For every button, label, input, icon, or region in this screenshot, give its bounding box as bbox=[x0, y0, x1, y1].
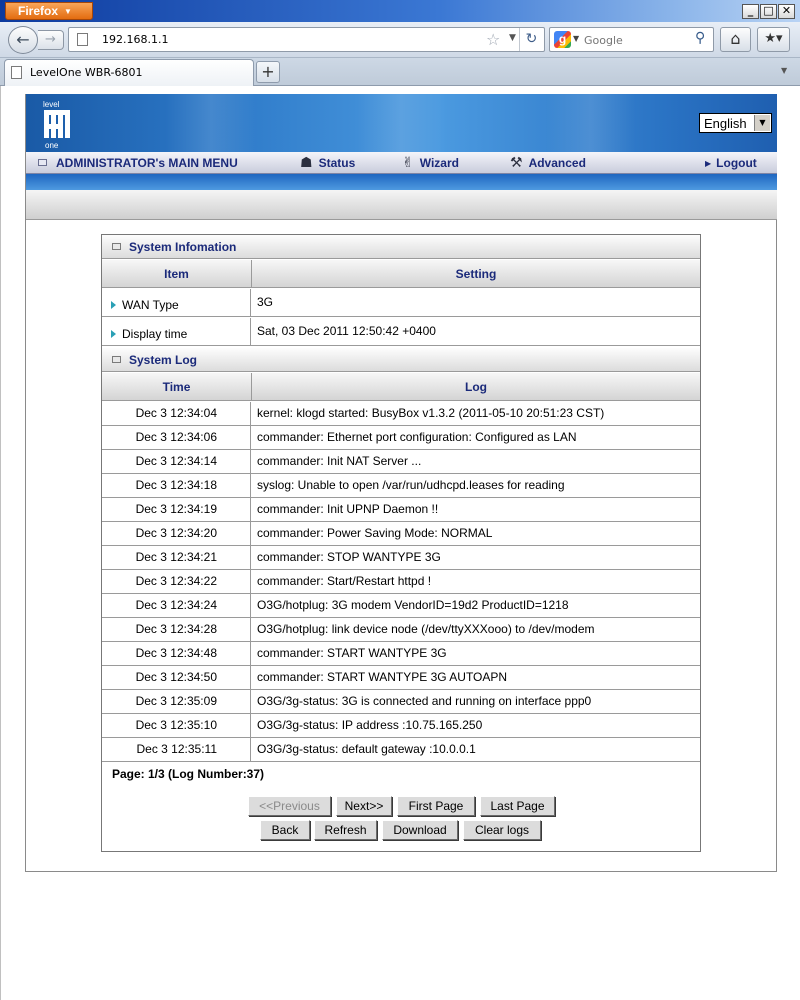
router-page bbox=[25, 94, 777, 872]
log-time: Dec 3 12:35:11 bbox=[102, 738, 251, 761]
chevron-down-icon[interactable]: ▼ bbox=[573, 34, 580, 43]
log-time: Dec 3 12:34:50 bbox=[102, 666, 251, 689]
window-titlebar bbox=[0, 0, 800, 22]
reload-icon: ↻ bbox=[525, 31, 538, 47]
table-row bbox=[102, 546, 700, 570]
page-viewport bbox=[0, 86, 800, 1000]
log-time: Dec 3 12:34:19 bbox=[102, 498, 251, 521]
info-row-display-time bbox=[102, 318, 700, 346]
info-value: 3G bbox=[257, 295, 274, 309]
forward-arrow-icon: → bbox=[45, 32, 56, 47]
status-panel bbox=[101, 234, 701, 852]
info-value: Sat, 03 Dec 2011 12:50:42 +0400 bbox=[257, 324, 436, 338]
log-time: Dec 3 12:34:22 bbox=[102, 570, 251, 593]
navigation-toolbar bbox=[0, 22, 800, 58]
log-message: commander: Start/Restart httpd ! bbox=[257, 574, 432, 588]
banner bbox=[26, 94, 777, 152]
chevron-down-icon[interactable]: ▼ bbox=[754, 115, 770, 131]
chevron-down-icon: ▼ bbox=[64, 7, 72, 16]
log-message: commander: START WANTYPE 3G bbox=[257, 646, 447, 660]
menu-item-label[interactable]: Wizard bbox=[419, 156, 459, 170]
page-info: Page: 1/3 (Log Number:37) bbox=[112, 767, 265, 781]
new-tab-button[interactable] bbox=[256, 61, 280, 83]
banner-stripe bbox=[546, 94, 636, 152]
log-time: Dec 3 12:35:10 bbox=[102, 714, 251, 737]
table-row bbox=[102, 402, 700, 426]
firefox-menu-label: Firefox bbox=[18, 4, 59, 18]
log-message: O3G/3g-status: IP address :10.75.165.250 bbox=[257, 718, 483, 732]
log-time: Dec 3 12:34:28 bbox=[102, 618, 251, 641]
table-row bbox=[102, 714, 700, 738]
levelone-logo-icon bbox=[42, 98, 76, 150]
square-bullet-icon bbox=[112, 356, 121, 363]
col-header-setting: Setting bbox=[252, 260, 700, 288]
minimize-button[interactable]: _ bbox=[742, 4, 759, 19]
table-row bbox=[102, 450, 700, 474]
log-message: O3G/3g-status: 3G is connected and running on interface ppp0 bbox=[257, 694, 592, 708]
log-message: syslog: Unable to open /var/run/udhcpd.leases for reading bbox=[257, 478, 565, 492]
col-header-log: Log bbox=[252, 373, 700, 401]
magnifier-icon[interactable]: ⚲ bbox=[695, 30, 706, 46]
download-button[interactable]: Download bbox=[382, 820, 458, 840]
language-value: English bbox=[704, 116, 747, 131]
square-bullet-icon bbox=[112, 243, 121, 250]
forward-button[interactable] bbox=[38, 30, 64, 50]
log-time: Dec 3 12:35:09 bbox=[102, 690, 251, 713]
menu-item-label[interactable]: Advanced bbox=[528, 156, 586, 170]
back-forward-group bbox=[8, 26, 62, 54]
log-message: commander: Init UPNP Daemon !! bbox=[257, 502, 439, 516]
system-info-header bbox=[102, 235, 700, 259]
table-row bbox=[102, 618, 700, 642]
page-icon bbox=[77, 33, 88, 46]
section-title: System Log bbox=[129, 353, 198, 367]
log-time: Dec 3 12:34:04 bbox=[102, 402, 251, 425]
table-row bbox=[102, 570, 700, 594]
firefox-menu-button[interactable] bbox=[5, 2, 93, 20]
log-message: commander: Power Saving Mode: NORMAL bbox=[257, 526, 493, 540]
log-time: Dec 3 12:34:21 bbox=[102, 546, 251, 569]
log-time: Dec 3 12:34:18 bbox=[102, 474, 251, 497]
main-menu-bar bbox=[26, 152, 777, 174]
table-row bbox=[102, 498, 700, 522]
square-bullet-icon bbox=[38, 159, 47, 166]
tab-title: LevelOne WBR-6801 bbox=[30, 66, 143, 79]
table-row bbox=[102, 690, 700, 714]
first-page-button[interactable]: First Page bbox=[397, 796, 475, 816]
banner-stripe bbox=[166, 94, 256, 152]
search-bar[interactable] bbox=[549, 27, 714, 52]
info-label bbox=[102, 318, 251, 345]
home-button[interactable] bbox=[720, 27, 751, 52]
svg-text:one: one bbox=[45, 141, 59, 150]
log-message: commander: Ethernet port configuration: Configured as LAN bbox=[257, 430, 577, 444]
clear-logs-button[interactable]: Clear logs bbox=[463, 820, 541, 840]
plus-icon: + bbox=[261, 62, 275, 81]
next-button[interactable]: Next>> bbox=[336, 796, 392, 816]
chevron-down-icon[interactable]: ▼ bbox=[509, 33, 516, 43]
log-message: O3G/hotplug: link device node (/dev/ttyXXXooo) to /dev/modem bbox=[257, 622, 595, 636]
url-bar[interactable] bbox=[68, 27, 545, 52]
advanced-icon: ⚒ bbox=[510, 155, 523, 171]
reload-button[interactable] bbox=[519, 28, 543, 51]
table-row bbox=[102, 426, 700, 450]
maximize-button[interactable]: □ bbox=[760, 4, 777, 19]
menu-title bbox=[38, 152, 238, 174]
info-label-text: Display time bbox=[122, 327, 188, 341]
previous-button[interactable]: <<Previous bbox=[248, 796, 331, 816]
log-message: commander: Init NAT Server ... bbox=[257, 454, 422, 468]
col-header-time: Time bbox=[102, 373, 252, 401]
log-time: Dec 3 12:34:20 bbox=[102, 522, 251, 545]
menu-item-label[interactable]: Status bbox=[318, 156, 356, 170]
tab-levelone[interactable] bbox=[4, 59, 254, 86]
info-row-wan-type bbox=[102, 289, 700, 317]
table-row bbox=[102, 522, 700, 546]
log-message: kernel: klogd started: BusyBox v1.3.2 (2011-05-10 20:51:23 CST) bbox=[257, 406, 605, 420]
menu-title-label: ADMINISTRATOR's MAIN MENU bbox=[56, 156, 238, 170]
status-person-icon: ☗ bbox=[300, 155, 313, 171]
menu-item-logout[interactable] bbox=[705, 152, 757, 174]
table-row bbox=[102, 594, 700, 618]
menu-item-status[interactable] bbox=[300, 152, 355, 174]
table-row bbox=[102, 474, 700, 498]
page-icon bbox=[11, 66, 22, 79]
log-time: Dec 3 12:34:48 bbox=[102, 642, 251, 665]
svg-text:level: level bbox=[43, 100, 60, 109]
table-row bbox=[102, 666, 700, 690]
section-title: System Infomation bbox=[129, 240, 237, 254]
banner-stripe bbox=[356, 94, 446, 152]
search-input[interactable] bbox=[584, 32, 689, 48]
triangle-bullet-icon bbox=[111, 330, 116, 338]
log-message: O3G/3g-status: default gateway :10.0.0.1 bbox=[257, 742, 476, 756]
info-label bbox=[102, 289, 251, 316]
system-log-header bbox=[102, 348, 700, 372]
tab-bar bbox=[0, 58, 800, 86]
back-button[interactable] bbox=[8, 26, 38, 54]
table-row bbox=[102, 642, 700, 666]
log-message: O3G/hotplug: 3G modem VendorID=19d2 ProductID=1218 bbox=[257, 598, 569, 612]
triangle-bullet-icon bbox=[111, 301, 116, 309]
close-window-button[interactable]: ✕ bbox=[778, 4, 795, 19]
log-time: Dec 3 12:34:06 bbox=[102, 426, 251, 449]
menu-item-label[interactable]: Logout bbox=[716, 156, 757, 170]
bookmarks-icon: ★▾ bbox=[764, 31, 783, 46]
refresh-button[interactable]: Refresh bbox=[314, 820, 377, 840]
log-time: Dec 3 12:34:24 bbox=[102, 594, 251, 617]
home-icon: ⌂ bbox=[730, 29, 741, 48]
last-page-button[interactable]: Last Page bbox=[480, 796, 555, 816]
bookmarks-button[interactable] bbox=[757, 27, 790, 52]
url-text[interactable]: 192.168.1.1 bbox=[102, 33, 169, 46]
tab-list-chevron-icon[interactable]: ▼ bbox=[781, 66, 788, 75]
log-time: Dec 3 12:34:14 bbox=[102, 450, 251, 473]
wizard-icon: ✌ bbox=[402, 155, 414, 171]
google-icon[interactable]: g bbox=[554, 31, 571, 48]
log-message: commander: STOP WANTYPE 3G bbox=[257, 550, 441, 564]
log-message: commander: START WANTYPE 3G AUTOAPN bbox=[257, 670, 508, 684]
menu-item-advanced[interactable] bbox=[510, 152, 586, 174]
decorative-band bbox=[26, 174, 777, 190]
back-arrow-icon: ← bbox=[16, 30, 30, 49]
info-label-text: WAN Type bbox=[122, 298, 179, 312]
language-select[interactable] bbox=[699, 113, 772, 133]
arrow-right-icon: ▶ bbox=[705, 159, 712, 168]
table-row bbox=[102, 738, 700, 762]
decorative-band bbox=[26, 190, 777, 220]
menu-item-wizard[interactable] bbox=[402, 152, 459, 174]
col-header-item: Item bbox=[102, 260, 252, 288]
back-button[interactable]: Back bbox=[260, 820, 310, 840]
star-icon[interactable]: ☆ bbox=[486, 30, 501, 49]
